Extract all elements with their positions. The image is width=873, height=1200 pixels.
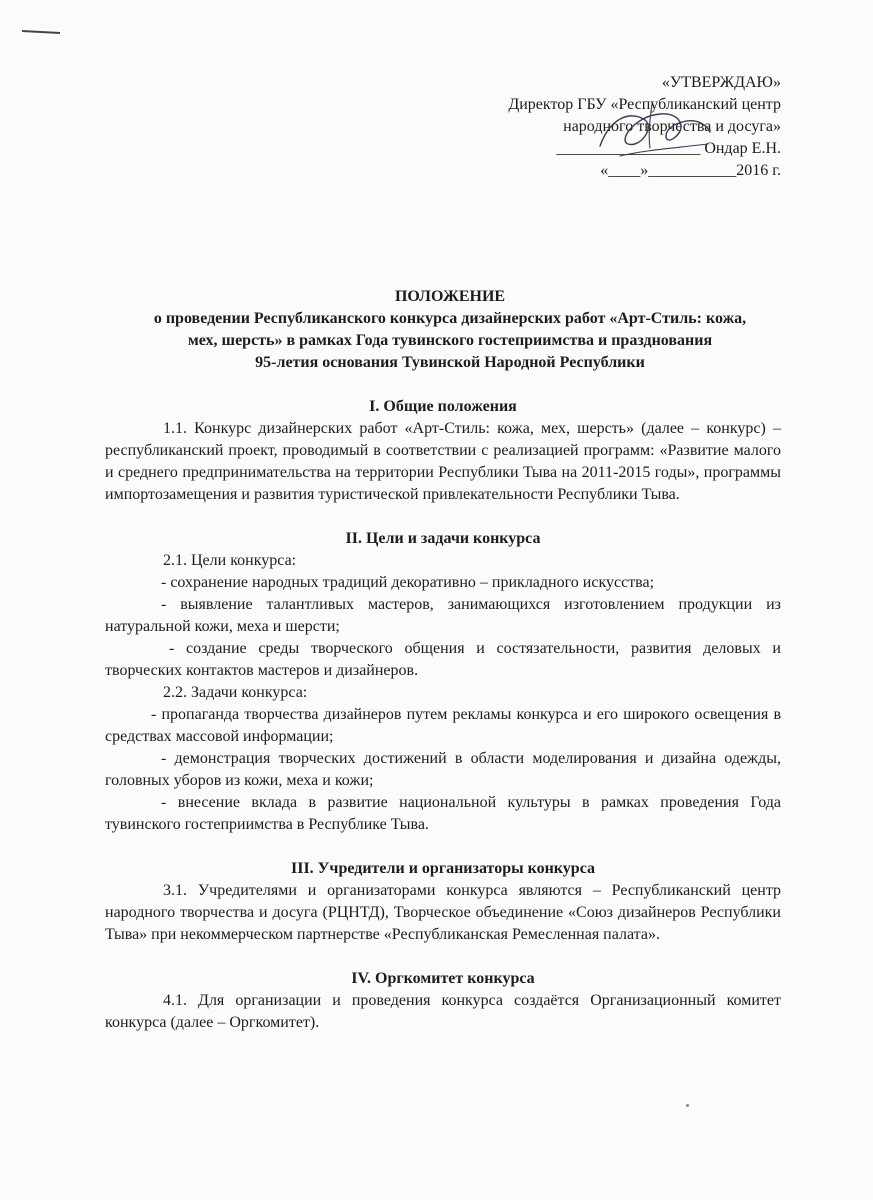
section-1-paragraph: 1.1. Конкурс дизайнерских работ «Арт-Стиль: кожа, мех, шерсть» (далее – конкурс) – республиканский проект, проводимый в соответствии с реализацией программ: «Развитие малого и среднего предпринимательства на территории Республики Тыва на 2011-2015 годы», программы импортозамещения и развития туристической привлекательности Республики Тыва. [105,420,781,503]
section-4-paragraph: 4.1. Для организации и проведения конкурса создаётся Организационный комитет конкурса (далее – Оргкомитет). [105,992,781,1031]
title-line-4: 95-летия основания Тувинской Народной Республики [255,354,645,371]
section-2-goal-3: - создание среды творческого общения и состязательности, развития деловых и творческих контактов мастеров и дизайнеров. [105,640,781,679]
title-heading: ПОЛОЖЕНИЕ [394,288,506,305]
approval-position: Директор ГБУ «Республиканский центр [508,96,781,113]
section-3-heading: III. Учредители и организаторы конкурса [291,860,595,877]
section-2-tasks-label: 2.2. Задачи конкурса: [163,684,308,701]
scan-speck [686,1104,689,1107]
section-2-task-1: - пропаганда творчества дизайнеров путем рекламы конкурса и его широкого освещения в средствах массовой информации; [105,706,781,745]
handwritten-signature [590,98,720,168]
section-3-paragraph: 3.1. Учредителями и организаторами конкурса являются – Республиканский центр народного творчества и досуга (РЦНТД), Творческое объединение «Союз дизайнеров Республики Тыва» при некоммерческом партнерстве «Республиканская Ремесленная палата». [105,882,781,943]
title-line-3: мех, шерсть» в рамках Года тувинского гостеприимства и празднования [187,332,713,349]
approval-signatory: __________________ Ондар Е.Н. [556,140,781,157]
section-2-task-2: - демонстрация творческих достижений в области моделирования и дизайна одежды, головных уборов из кожи, меха и кожи; [105,750,781,789]
section-2-goals-label: 2.1. Цели конкурса: [163,552,297,569]
title-line-2: о проведении Республиканского конкурса дизайнерских работ «Арт-Стиль: кожа, [153,310,747,327]
section-2-heading: II. Цели и задачи конкурса [345,530,541,547]
section-1-heading: I. Общие положения [369,398,517,415]
corner-scan-mark [22,30,60,34]
section-2-goal-1: - сохранение народных традиций декоративно – прикладного искусства; [161,574,655,591]
approval-stamp: «УТВЕРЖДАЮ» [661,74,781,91]
section-2-task-3: - внесение вклада в развитие национальной культуры в рамках проведения Года тувинского гостеприимства в Республике Тыва. [105,794,781,833]
approval-organization: народного творчества и досуга» [563,118,781,135]
document-title [105,286,795,374]
section-2-goal-2: - выявление талантливых мастеров, занимающихся изготовлением продукции из натуральной кожи, меха и шерсти; [105,596,781,635]
approval-date: «____»___________2016 г. [600,162,781,179]
document-body [105,396,781,1034]
section-4-heading: IV. Оргкомитет конкурса [351,970,535,987]
